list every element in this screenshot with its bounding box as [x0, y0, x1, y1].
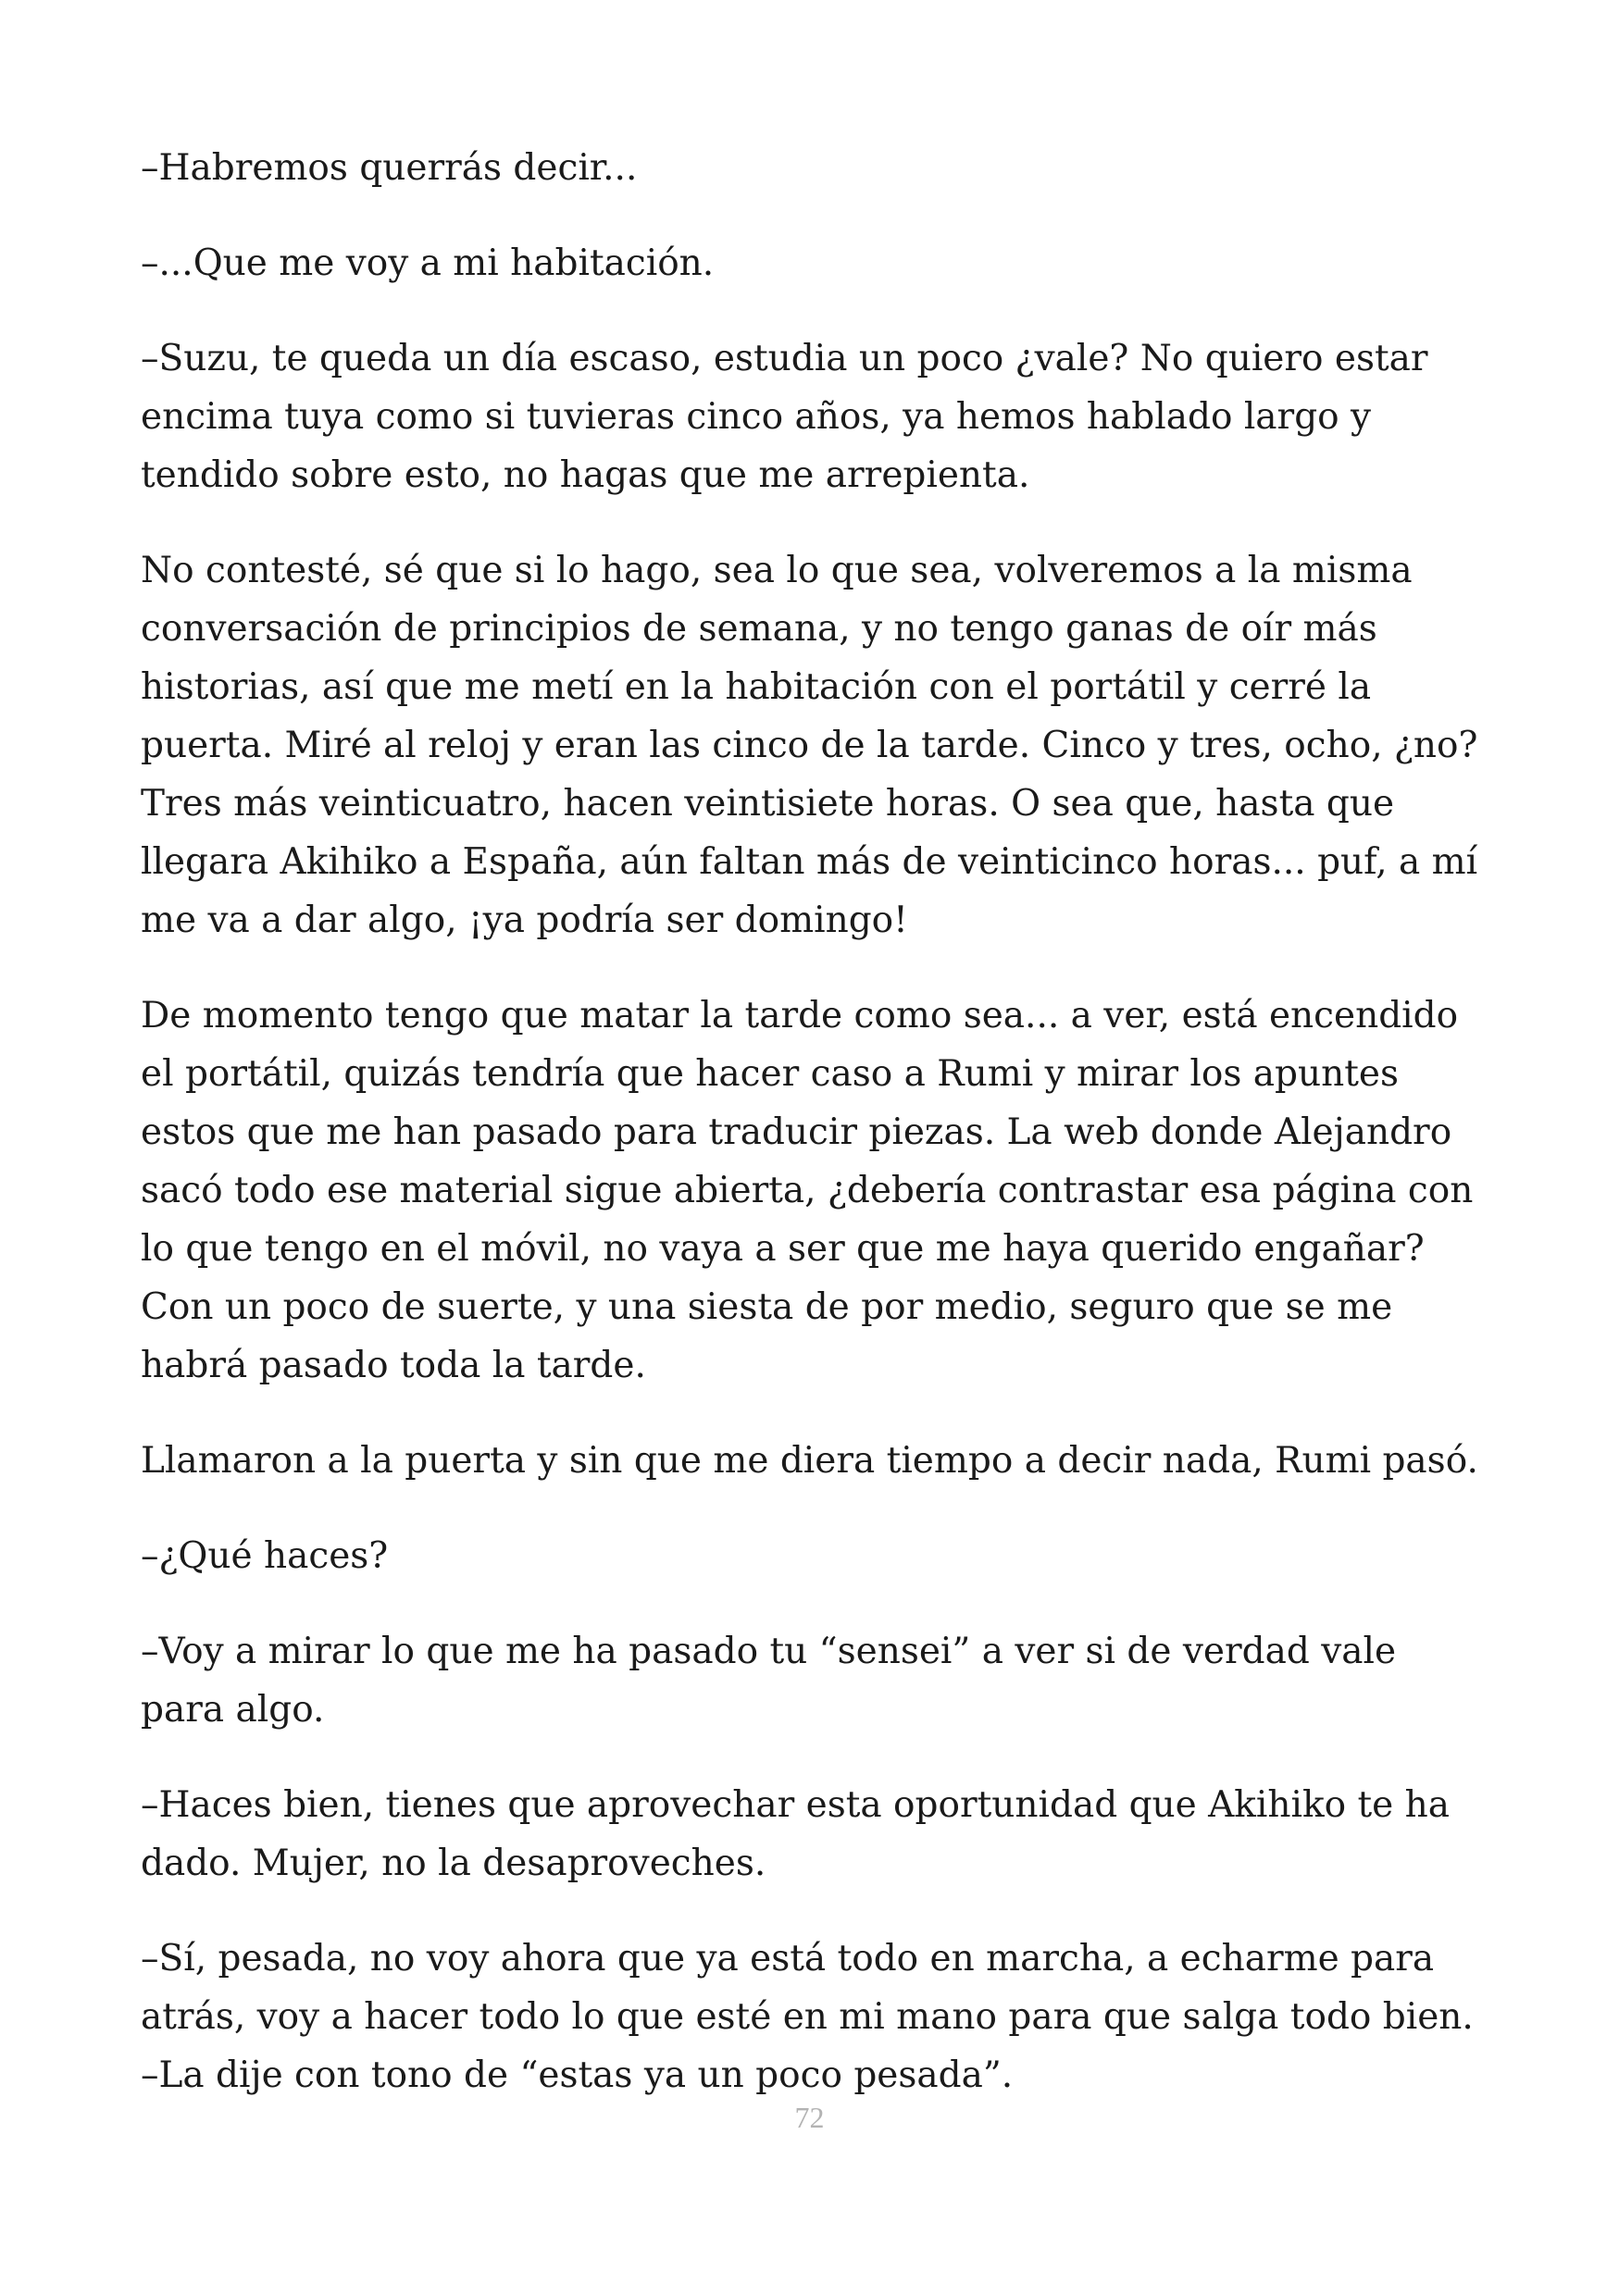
paragraph-1: –Habremos querrás decir... [141, 147, 638, 189]
paragraph-2: –...Que me voy a mi habitación. [141, 242, 715, 284]
paragraph-10: –Sí, pesada, no voy ahora que ya está todo en marcha, a echarme para atrás, voy a hacer todo lo que esté en mi mano para que salga todo bien. –La dije con tono de “estas ya un poco pesada”. [141, 1938, 1474, 2096]
paragraph-9: –Haces bien, tienes que aprovechar esta oportunidad que Akihiko te ha dado. Mujer, no la desaproveches. [141, 1784, 1451, 1884]
paragraph-7: –¿Qué haces? [141, 1535, 389, 1577]
paragraph-5: De momento tengo que matar la tarde como sea... a ver, está encendido el portátil, quizás tendría que hacer caso a Rumi y mirar los apuntes estos que me han pasado para traducir piezas. La web donde Alejandro sacó todo ese material sigue abierta, ¿debería contrastar esa página con lo que tengo en el móvil, no vaya a ser que me haya querido engañar? Con un poco de suerte, y una siesta de por medio, seguro que se me habrá pasado toda la tarde. [141, 995, 1474, 1386]
paragraph-6: Llamaron a la puerta y sin que me diera tiempo a decir nada, Rumi pasó. [141, 1440, 1478, 1482]
page-number: 72 [794, 2101, 825, 2134]
body-text [141, 139, 1488, 2141]
paragraph-8: –Voy a mirar lo que me ha pasado tu “sensei” a ver si de verdad vale para algo. [141, 1631, 1397, 1731]
paragraph-3: –Suzu, te queda un día escaso, estudia un poco ¿vale? No quiero estar encima tuya como si tuvieras cinco años, ya hemos hablado largo y tendido sobre esto, no hagas que me arrepienta. [141, 338, 1428, 496]
paragraph-4: No contesté, sé que si lo hago, sea lo que sea, volveremos a la misma conversación de principios de semana, y no tengo ganas de oír más historias, así que me metí en la habitación con el portátil y cerré la puerta. Miré al reloj y eran las cinco de la tarde. Cinco y tres, ocho, ¿no? Tres más veinticuatro, hacen veintisiete horas. O sea que, hasta que llegara Akihiko a España, aún faltan más de veinticinco horas... puf, a mí me va a dar algo, ¡ya podría ser domingo! [141, 550, 1478, 941]
